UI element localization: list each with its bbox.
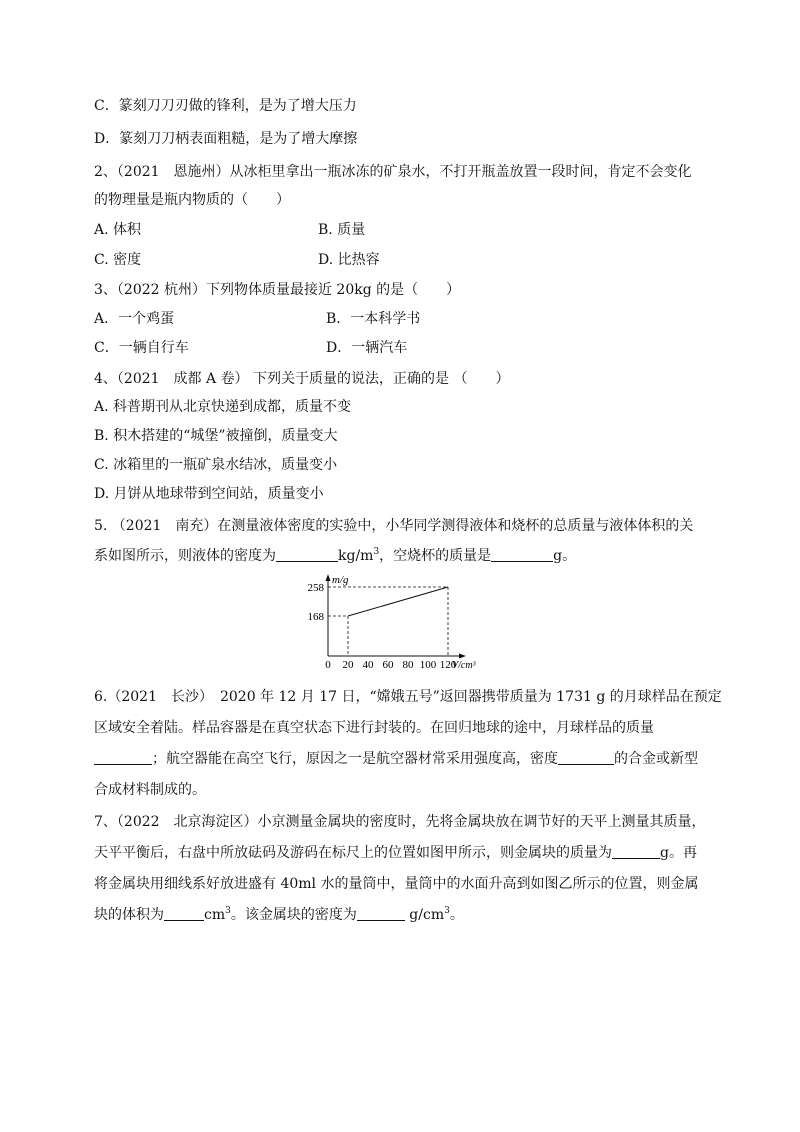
q4-stem: 4、（2021 成都 A 卷） 下列关于质量的说法，正确的是 （ ） bbox=[94, 371, 510, 387]
q2-stem-line2: 的物理量是瓶内物质的（ ） bbox=[94, 192, 290, 208]
q6-stem-line2: 区域安全着陆。样品容器是在真空状态下进行封装的。在回归地球的途中，月球样品的质量 bbox=[94, 720, 654, 736]
q7-text-c: 块的体积为 bbox=[94, 907, 164, 923]
q5-unit-sup: 3 bbox=[373, 547, 380, 557]
q1-option-d: D．篆刻刀刀柄表面粗糙，是为了增大摩擦 bbox=[94, 131, 358, 147]
q7-unit-sup2: 3 bbox=[444, 906, 450, 916]
q5-density-blank[interactable] bbox=[276, 547, 338, 562]
q6-stem-line3 bbox=[94, 749, 698, 769]
x-tick-label: 100 bbox=[419, 659, 437, 670]
q3-option-d: D．一辆汽车 bbox=[326, 340, 408, 356]
q2-option-a: A. 体积 bbox=[94, 222, 142, 238]
x-tick-label: 80 bbox=[402, 659, 414, 670]
x-tick-label: 40 bbox=[362, 659, 374, 670]
q7-unit-sup1: 3 bbox=[225, 906, 231, 916]
q6-stem-line4: 合成材料制成的。 bbox=[94, 782, 206, 798]
q7-text-d: 。该金属块的密度为 bbox=[230, 907, 357, 923]
q2-option-b: B. 质量 bbox=[318, 222, 366, 238]
y-tick-label: 168 bbox=[307, 611, 324, 623]
q2-option-d: D. 比热容 bbox=[318, 252, 380, 268]
q3-option-b: B．一本科学书 bbox=[326, 311, 421, 327]
q7-stem-line2 bbox=[94, 843, 697, 863]
q7-text-a: 天平平衡后，右盘中所放砝码及游码在标尺上的位置如图甲所示，则金属块的质量为 bbox=[94, 845, 612, 861]
q5-unit-density: kg/m bbox=[338, 548, 374, 564]
x-tick-label: 0 bbox=[325, 659, 331, 670]
q7-density-blank[interactable] bbox=[357, 906, 405, 921]
q6-density-blank[interactable] bbox=[558, 750, 614, 765]
q5-text-a: 系如图所示，则液体的密度为 bbox=[94, 548, 276, 564]
q2-option-c: C. 密度 bbox=[94, 252, 142, 268]
y-axis-arrow bbox=[326, 574, 331, 581]
q7-unit-volume: cm bbox=[204, 907, 226, 923]
q2-stem-line1: 2、（2021 恩施州）从冰柜里拿出一瓶冰冻的矿泉水，不打开瓶盖放置一段时间，肯定不会变化 bbox=[94, 164, 692, 180]
q5-stem-line2 bbox=[94, 546, 576, 566]
q3-stem: 3、（2022 杭州）下列物体质量最接近 20kg 的是（ ） bbox=[94, 282, 461, 298]
q7-stem-line1: 7、（2022 北京海淀区）小京测量金属块的密度时，先将金属块放在调节好的天平上测量其质量， bbox=[94, 814, 706, 830]
q5-stem-line1: 5. （2021 南充）在测量液体密度的实验中，小华同学测得液体和烧杯的总质量与液体体积的关 bbox=[94, 518, 694, 534]
q3-option-c: C．一辆自行车 bbox=[94, 340, 189, 356]
q7-stem-line3: 将金属块用细线系好放进盛有 40ml 水的量筒中，量筒中的水面升高到如图乙所示的位置，则金属 bbox=[94, 876, 699, 892]
q6-sample-mass-blank[interactable] bbox=[94, 750, 152, 765]
q7-stem-line4 bbox=[94, 905, 464, 925]
x-axis-label: V/cm³ bbox=[452, 660, 476, 670]
y-axis-label: m/g bbox=[332, 574, 349, 586]
y-tick-label: 258 bbox=[307, 582, 324, 594]
q1-option-c: C．篆刻刀刀刃做的锋利，是为了增大压力 bbox=[94, 98, 357, 114]
x-axis-arrow bbox=[459, 654, 466, 659]
q7-mass-blank[interactable] bbox=[612, 844, 660, 859]
q7-text-b: g。再 bbox=[660, 845, 697, 861]
q6-text-a: ；航空器能在高空飞行，原因之一是航空器材常采用强度高，密度 bbox=[152, 751, 558, 767]
q7-volume-blank[interactable] bbox=[164, 906, 204, 921]
q5-unit-mass: g。 bbox=[553, 548, 577, 564]
q6-text-b: 的合金或新型 bbox=[614, 751, 698, 767]
q4-option-b: B. 积木搭建的“城堡”被撞倒，质量变大 bbox=[94, 428, 338, 444]
x-tick-label: 120 bbox=[439, 659, 457, 670]
q7-unit-density: g/cm bbox=[404, 907, 445, 923]
x-tick-label: 60 bbox=[382, 659, 394, 670]
q4-option-d: D. 月饼从地球带到空间站，质量变小 bbox=[94, 486, 324, 502]
x-tick-label: 20 bbox=[342, 659, 354, 670]
mass-volume-chart bbox=[296, 574, 516, 670]
q6-stem-line1: 6.（2021 长沙） 2020 年 12 月 17 日，“嫦娥五号”返回器携带质量为 1731 g 的月球样品在预定 bbox=[94, 689, 722, 705]
q4-option-c: C. 冰箱里的一瓶矿泉水结冰，质量变小 bbox=[94, 457, 338, 473]
q4-option-a: A. 科普期刊从北京快递到成都，质量不变 bbox=[94, 399, 352, 415]
q7-text-e: 。 bbox=[449, 907, 464, 923]
q5-text-b: ，空烧杯的质量是 bbox=[379, 548, 492, 564]
q3-option-a: A．一个鸡蛋 bbox=[94, 311, 175, 327]
q5-mass-blank[interactable] bbox=[491, 547, 553, 562]
data-line bbox=[348, 587, 448, 616]
